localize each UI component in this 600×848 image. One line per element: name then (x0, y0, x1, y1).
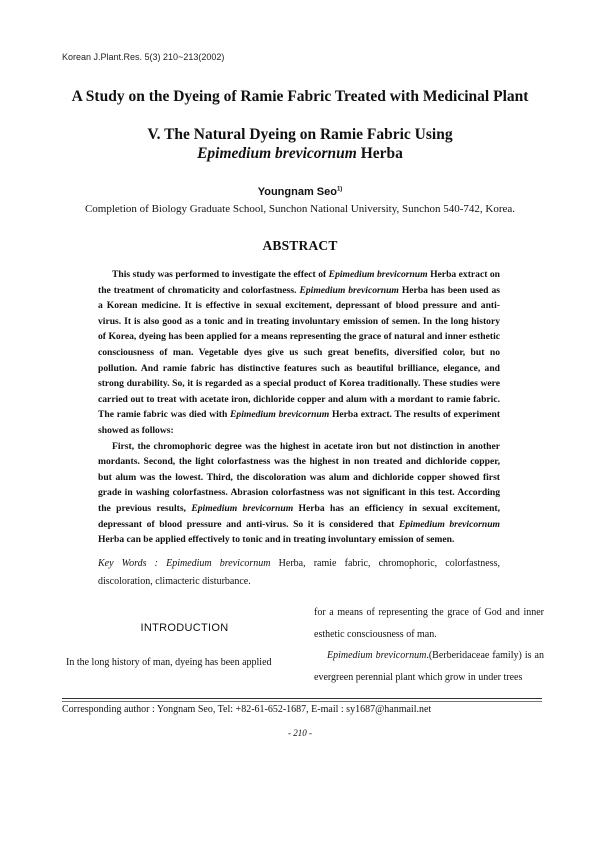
keywords-label: Key Words : (98, 558, 167, 569)
species-name: Epimedium brevicornum (197, 145, 357, 162)
corresponding-author: Corresponding author : Yongnam Seo, Tel: +82-61-652-1687, E-mail : sy1687@hanmail.net (62, 704, 432, 715)
author-footnote-mark: 1) (336, 186, 343, 193)
subtitle-herba: Herba (356, 145, 403, 162)
abstract-paragraph-2: First, the chromophoric degree was the highest in acetate iron but not distinction in another mordants. Second, the light colorfastness was the highest in non treated and dichloride copper, but alum was the lowest. Third, the discoloration was alum and dichloride copper showed first grade in washing colorfastness. Abrasion colorfastness was not significant in this test. According the previous results, Epimedium brevicornum Herba has an efficiency in sexual excitement, depressant of blood pressure and anti-virus. So it is considered that Epimedium brevicornum Herba can be applied effectively to tonic and in treating involuntary emission of semen. (98, 440, 501, 546)
footnote-divider (62, 698, 542, 699)
paper-subtitle-species (0, 145, 600, 163)
footnote-divider-thin (62, 701, 542, 702)
introduction-left-column: In the long history of man, dyeing has been applied (66, 657, 272, 668)
journal-citation: Korean J.Plant.Res. 5(3) 210~213(2002) (62, 52, 225, 62)
author-name: Youngnam Seo$^{1)}$ (257, 186, 343, 198)
page-number: - 210 - (288, 728, 312, 738)
abstract-body (98, 267, 500, 548)
introduction-heading: INTRODUCTION (140, 622, 229, 634)
paper-title: A Study on the Dyeing of Ramie Fabric Treated with Medicinal Plant (71, 88, 529, 105)
author-affiliation: Completion of Biology Graduate School, Sunchon National University, Sunchon 540-742, Korea. (84, 203, 516, 215)
part-numeral: V (147, 126, 157, 143)
abstract-heading: ABSTRACT (262, 238, 338, 253)
abstract-paragraph-1: This study was performed to investigate the effect of Epimedium brevicornum Herba extract on the treatment of chromaticity and colorfastness. Epimedium brevicornum Herba has been used as a Korean medicine. It is effective in sexual excitement, depressant of blood pressure and anti-virus. It is also good as a tonic and in treating involuntary emission of semen. In the long history of Korea, dyeing has been applied for a means representing the grace of natural and inner esthetic consciousness of man. Vegetable dyes give us such great benefits, diversified color, but no pollution. And ramie fabric has distinctive features such as beautiful brilliance, elegance, and strong durability. So, it is regarded as a special product of Korea traditionally. These studies were carried out to treat with acetate iron, dichloride copper and alum with a mordant to ramie fabric. The ramie fabric was died with Epimedium brevicornum Herba extract. The results of experiment showed as follows: (98, 269, 501, 436)
paper-subtitle (0, 126, 600, 144)
introduction-right-column: for a means of representing the grace of God and inner esthetic consciousness of man. Epimedium brevicornum.(Berberidaceae family) is an evergreen perennial plant which grow in under trees (314, 607, 544, 683)
subtitle-text: . The Natural Dyeing on Ramie Fabric Using (156, 126, 453, 143)
keywords: Key Words : Epimedium brevicornum Herba, ramie fabric, chromophoric, colorfastness, discoloration, climacteric disturbance. (98, 558, 501, 587)
